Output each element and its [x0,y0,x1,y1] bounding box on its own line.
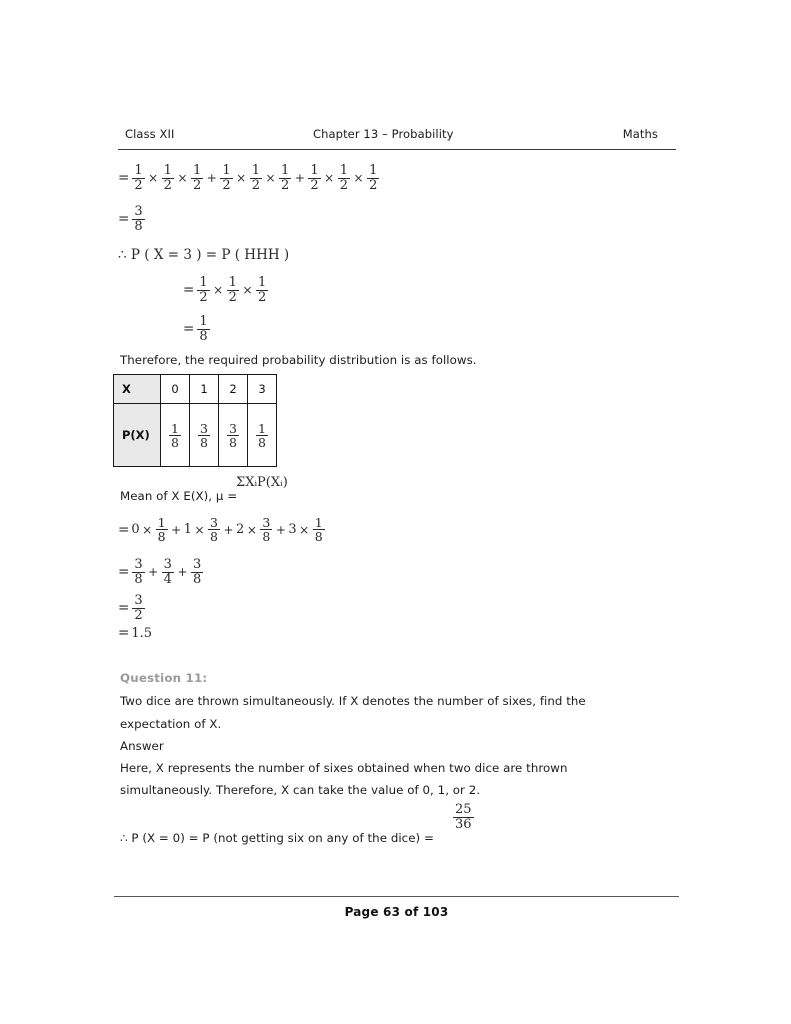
fraction-numerator: 1 [199,275,208,290]
fraction-denominator: 2 [281,177,290,193]
fraction-denominator: 2 [134,177,143,193]
plus-sign: + [223,522,234,537]
fraction-7 [308,164,320,192]
fraction-numerator: 3 [262,515,271,530]
equation-result-three-eighths [118,205,146,233]
fraction-numerator: 1 [157,515,166,530]
fraction-denominator: 2 [222,177,231,193]
fraction-1 [132,558,144,586]
fraction-denominator: 8 [258,434,266,450]
multiply-sign: × [213,283,224,298]
question-text-line2: expectation of X. [120,717,222,731]
answer-text-line1: Here, X represents the number of sixes obtained when two dice are thrown [120,761,568,775]
fraction-numerator: 3 [200,420,208,436]
fraction-numerator: 1 [193,163,202,178]
footer-page-number: Page 63 of 103 [344,905,449,919]
table-row-x [114,375,277,404]
fraction-9 [367,164,379,192]
equals-sign: = [118,211,130,228]
fraction-1 [156,516,168,543]
plus-sign: + [171,522,182,537]
fraction-6 [279,164,291,192]
fraction-numerator: 3 [193,557,202,572]
multiply-sign: × [265,171,276,186]
fraction [198,422,210,449]
fraction [227,422,239,449]
fraction-numerator: 25 [455,802,472,817]
fraction-numerator: 3 [134,557,143,572]
equals-sign: = [118,170,130,187]
table-rowhead-x: X [114,375,161,404]
equation-mean-expansion [118,516,326,543]
fraction-numerator: 1 [222,163,231,178]
fraction-numerator: 1 [199,314,208,329]
mean-sigma-formula: ΣXᵢP(Xᵢ) [236,475,288,490]
fraction-numerator: 1 [163,163,172,178]
fraction-numerator: 1 [251,163,260,178]
fraction-denominator: 8 [229,434,237,450]
fraction [453,803,474,831]
fraction-3 [191,558,203,586]
fraction-denominator: 2 [310,177,319,193]
coefficient-0: 0 [131,522,140,537]
answer-label: Answer [120,739,164,753]
equation-fraction-sum [118,558,204,586]
probability-distribution-table [113,374,277,467]
fraction-denominator: 4 [163,571,172,587]
plus-sign: + [177,565,188,580]
equation-px3-definition: ∴ P ( X = 3 ) = P ( HHH ) [118,247,290,263]
fraction-denominator: 2 [134,607,143,623]
table-cell-px-1 [190,404,219,467]
fraction-denominator: 2 [258,289,267,305]
fraction-4 [220,164,232,192]
equals-sign: = [118,600,130,617]
fraction-numerator: 1 [228,275,237,290]
fraction-numerator: 1 [258,275,267,290]
equals-sign: = [183,321,195,338]
fraction-2 [162,558,174,586]
fraction-denominator: 36 [455,816,472,832]
fraction-3 [191,164,203,192]
equation-px3-result [183,315,211,343]
fraction-numerator: 1 [369,163,378,178]
fraction-numerator: 3 [134,593,143,608]
multiply-sign: × [324,171,335,186]
table-cell-px-3 [248,404,277,467]
fraction [256,422,268,449]
plus-sign: + [148,565,159,580]
fraction-denominator: 8 [314,529,323,544]
fraction [169,422,181,449]
equals-sign: = [118,625,130,641]
coefficient-2: 2 [236,522,245,537]
multiply-sign: × [242,283,253,298]
fraction-numerator: 3 [229,420,237,436]
multiply-sign: × [142,522,153,537]
fraction-5 [250,164,262,192]
header-chapter: Chapter 13 – Probability [313,127,454,141]
fraction-numerator: 1 [314,515,323,530]
coefficient-1: 1 [183,522,192,537]
table-cell-x-1: 1 [190,375,219,404]
equals-sign: = [118,564,130,581]
fraction-2 [162,164,174,192]
coefficient-3: 3 [288,522,297,537]
equation-mean-fraction [118,594,146,622]
fraction-1 [132,164,144,192]
question-text-line1: Two dice are thrown simultaneously. If X denotes the number of sixes, find the [120,694,586,708]
fraction-denominator: 2 [228,289,237,305]
fraction-result [132,205,144,233]
multiply-sign: × [299,522,310,537]
fraction-denominator: 8 [210,529,218,544]
fraction-denominator: 2 [369,177,378,193]
fraction-denominator: 2 [251,177,260,193]
mean-value: 1.5 [131,625,152,641]
table-rowhead-px: P(X) [114,404,161,467]
fraction-denominator: 2 [199,289,208,305]
fraction-8 [338,164,350,192]
equals-sign: = [183,282,195,299]
table-cell-px-2 [219,404,248,467]
multiply-sign: × [246,522,257,537]
fraction-denominator: 8 [134,571,143,587]
table-cell-x-3: 3 [248,375,277,404]
plus-sign: + [206,171,217,186]
distribution-intro-text: Therefore, the required probability distribution is as follows. [120,353,477,367]
multiply-sign: × [177,171,188,186]
equation-px3-product [183,276,269,304]
table-row-px [114,404,277,467]
fraction-denominator: 2 [193,177,202,193]
fraction-1 [197,276,209,304]
multiply-sign: × [236,171,247,186]
fraction-4 [313,516,325,543]
mean-label: Mean of X E(X), μ = [120,489,238,503]
fraction-2 [227,276,239,304]
fraction-3 [260,516,272,543]
footer-divider [114,896,679,897]
equals-sign: = [118,521,130,538]
multiply-sign: × [353,171,364,186]
fraction-result [197,315,209,343]
fraction-2 [208,516,220,543]
header-class: Class XII [125,127,175,141]
fraction-numerator: 1 [281,163,290,178]
fraction-numerator: 1 [258,420,266,436]
fraction-denominator: 8 [193,571,202,587]
fraction-3 [256,276,268,304]
header-subject: Maths [622,127,658,141]
fraction-denominator: 8 [199,328,208,344]
fraction-numerator: 1 [339,163,348,178]
fraction-numerator: 1 [171,420,179,436]
equation-mean-decimal [118,625,152,641]
multiply-sign: × [194,522,205,537]
plus-sign: + [275,522,286,537]
table-cell-px-0 [161,404,190,467]
fraction-numerator: 1 [134,163,143,178]
fraction-numerator: 3 [210,515,218,530]
table-cell-x-2: 2 [219,375,248,404]
fraction-result [132,594,144,622]
fraction-denominator: 2 [163,177,172,193]
answer-fraction-25-36 [452,803,475,831]
fraction-denominator: 8 [134,218,143,234]
fraction-numerator: 1 [310,163,319,178]
table-cell-x-0: 0 [161,375,190,404]
fraction-numerator: 3 [163,557,172,572]
answer-probability-line: ∴ P (X = 0) = P (not getting six on any of the dice) = [120,831,434,845]
fraction-denominator: 2 [339,177,348,193]
fraction-denominator: 8 [157,529,166,544]
multiply-sign: × [148,171,159,186]
fraction-denominator: 8 [200,434,208,450]
equation-product-sum [118,164,380,192]
plus-sign: + [294,171,305,186]
page-header [118,127,676,150]
fraction-denominator: 8 [171,434,179,450]
answer-text-line2: simultaneously. Therefore, X can take the value of 0, 1, or 2. [120,783,481,797]
question-label: Question 11: [120,671,208,685]
fraction-denominator: 8 [262,529,271,544]
fraction-numerator: 3 [134,204,143,219]
